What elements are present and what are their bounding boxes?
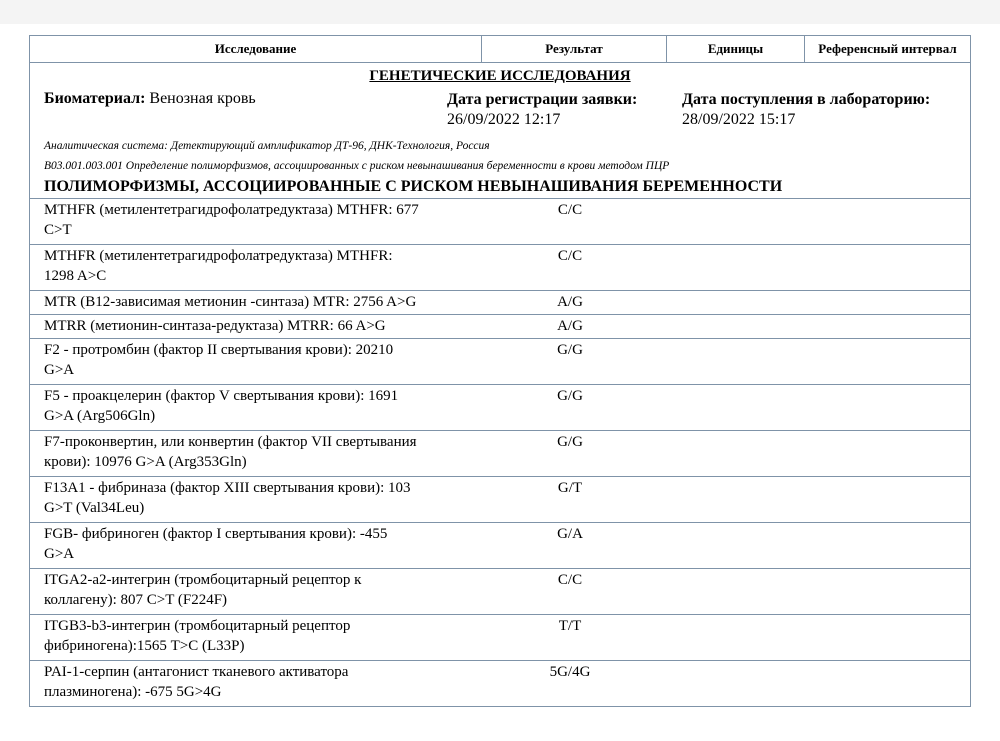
table-row (30, 523, 970, 569)
registration-date (447, 90, 637, 130)
header-units: Единицы (667, 36, 805, 62)
polymorphism-name-line1: ITGA2-a2-интегрин (тромбоцитарный рецептор к (44, 572, 362, 588)
lab-report (29, 35, 971, 707)
polymorphism-name (30, 199, 490, 244)
polymorphism-name (30, 523, 490, 568)
biomaterial-label: Биоматериал: (44, 90, 146, 107)
table-row (30, 569, 970, 615)
polymorphism-name-line1: MTR (B12-зависимая метионин -синтаза) MTR: 2756 A>G (44, 294, 417, 310)
polymorphism-name (30, 291, 490, 314)
table-header (30, 36, 970, 63)
polymorphism-name (30, 315, 490, 338)
arrival-date (682, 90, 930, 130)
genotype-result: C/C (557, 248, 583, 264)
polymorphism-name-line2: плазминогена): -675 5G>4G (44, 684, 222, 700)
header-result: Результат (482, 36, 667, 62)
analytic-system-note: Аналитическая система: Детектирующий амплификатор ДТ-96, ДНК-Технология, Россия (44, 140, 490, 152)
header-study: Исследование (30, 36, 482, 62)
polymorphism-name (30, 661, 490, 706)
polymorphism-name-line2: G>A (Arg506Gln) (44, 408, 156, 424)
polymorphism-name-line2: 1298 A>C (44, 268, 107, 284)
table-row (30, 431, 970, 477)
table-row (30, 385, 970, 431)
table-row (30, 661, 970, 706)
genotype-result: C/C (557, 202, 583, 218)
polymorphism-name (30, 431, 490, 476)
table-row (30, 245, 970, 291)
polymorphism-name-line2: C>T (44, 222, 72, 238)
sample-meta (30, 86, 970, 136)
table-row (30, 315, 970, 339)
table-row (30, 477, 970, 523)
polymorphism-name (30, 615, 490, 660)
genotype-result: 5G/4G (549, 664, 591, 680)
header-reference: Референсный интервал (818, 41, 957, 56)
arrival-value: 28/09/2022 15:17 (682, 111, 796, 128)
polymorphism-name (30, 385, 490, 430)
polymorphism-name (30, 569, 490, 614)
genotype-result: G/A (557, 526, 583, 542)
polymorphism-name-line1: MTHFR (метилентетрагидрофолатредуктаза) MTHFR: (44, 248, 393, 264)
polymorphism-name-line1: FGB- фибриноген (фактор I свертывания крови): -455 (44, 526, 388, 542)
genotype-result: C/C (557, 572, 583, 588)
polymorphism-name (30, 477, 490, 522)
genotype-result: G/T (557, 480, 583, 496)
polymorphism-name-line1: MTHFR (метилентетрагидрофолатредуктаза) MTHFR: 677 (44, 202, 419, 218)
section-title: ГЕНЕТИЧЕСКИЕ ИССЛЕДОВАНИЯ (369, 68, 631, 84)
polymorphism-name (30, 245, 490, 290)
polymorphism-name-line2: G>A (44, 362, 75, 378)
genotype-result: A/G (557, 318, 583, 334)
registration-label: Дата регистрации заявки: (447, 91, 638, 108)
arrival-label: Дата поступления в лабораторию: (682, 91, 931, 108)
genotype-result: A/G (557, 294, 583, 310)
polymorphism-name-line1: MTRR (метионин-синтаза-редуктаза) MTRR: 66 A>G (44, 318, 386, 334)
genotype-result: T/T (558, 618, 582, 634)
polymorphism-name-line1: F5 - проакцелерин (фактор V свертывания крови): 1691 (44, 388, 399, 404)
biomaterial (44, 90, 256, 108)
genotype-result: G/G (557, 434, 583, 450)
polymorphism-name-line1: F7-проконвертин, или конвертин (фактор VII свертывания (44, 434, 417, 450)
biomaterial-value: Венозная кровь (149, 90, 256, 107)
group-title: ПОЛИМОРФИЗМЫ, АССОЦИИРОВАННЫЕ С РИСКОМ НЕВЫНАШИВАНИЯ БЕРЕМЕННОСТИ (30, 176, 970, 199)
method-note: B03.001.003.001 Определение полиморфизмов, ассоциированных с риском невынашивания беременности в крови методом ПЦР (44, 160, 670, 172)
polymorphism-name-line1: ITGB3-b3-интегрин (тромбоцитарный рецептор (44, 618, 351, 634)
polymorphism-name-line2: коллагену): 807 C>T (F224F) (44, 592, 228, 608)
table-row (30, 291, 970, 315)
polymorphism-name-line2: G>A (44, 546, 75, 562)
polymorphism-name-line1: PAI-1-серпин (антагонист тканевого активатора (44, 664, 349, 680)
genotype-result: G/G (557, 388, 583, 404)
top-background-band (0, 0, 1000, 24)
table-row (30, 615, 970, 661)
polymorphism-name (30, 339, 490, 384)
results-table (30, 199, 970, 706)
polymorphism-name-line1: F13A1 - фибриназа (фактор XIII свертывания крови): 103 (44, 480, 411, 496)
registration-value: 26/09/2022 12:17 (447, 111, 561, 128)
table-row (30, 339, 970, 385)
polymorphism-name-line2: G>T (Val34Leu) (44, 500, 145, 516)
genotype-result: G/G (557, 342, 583, 358)
polymorphism-name-line2: крови): 10976 G>A (Arg353Gln) (44, 454, 247, 470)
polymorphism-name-line2: фибриногена):1565 T>C (L33P) (44, 638, 245, 654)
table-row (30, 199, 970, 245)
polymorphism-name-line1: F2 - протромбин (фактор II свертывания крови): 20210 (44, 342, 394, 358)
